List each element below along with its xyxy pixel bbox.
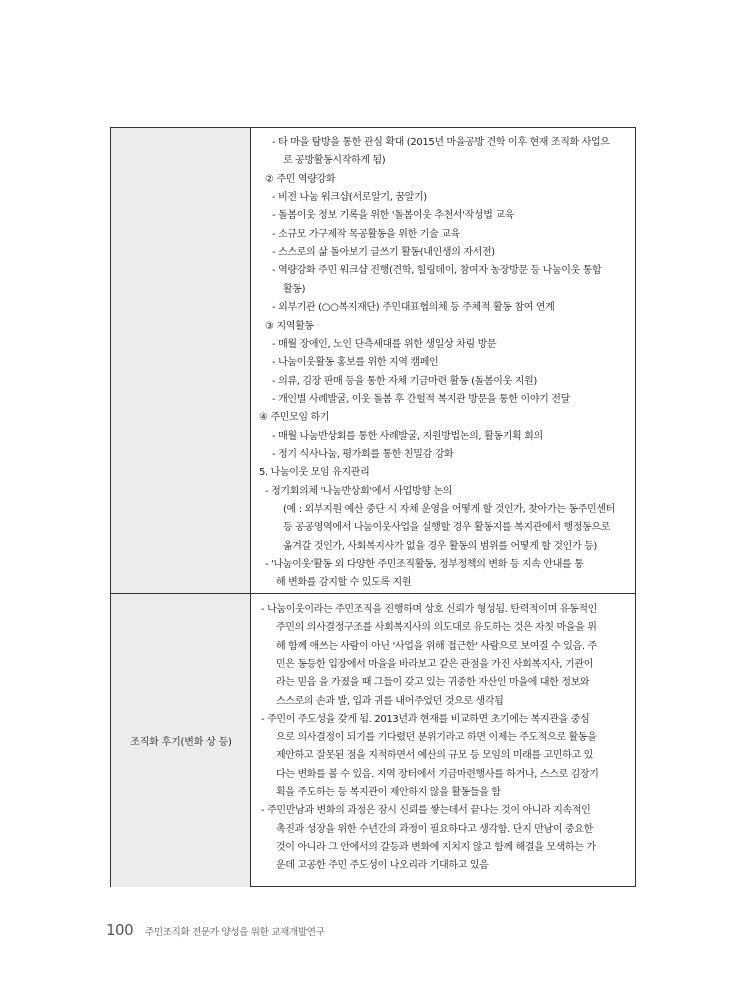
text-line: - 나눔이웃활동 홍보를 위한 지역 캠페인 <box>272 357 439 369</box>
row-label <box>111 128 251 593</box>
table-row-reflection <box>111 593 635 887</box>
text-line: - 주민만남과 변화의 과정은 잠시 신뢰를 쌓는데서 끝나는 것이 아니라 지속적인 <box>261 805 591 817</box>
text-line: ④ 주민모임 하기 <box>259 412 330 424</box>
row-content-cell <box>252 128 635 593</box>
text-line: - 매월 나눔반상회를 통한 사례발굴, 지원방법논의, 활동기획 회의 <box>272 430 543 442</box>
text-line: - 의류, 김장 판매 등을 통한 자체 기금마련 활동 (돌봄이웃 지원) <box>272 375 537 387</box>
text-line: - 나눔이웃이라는 주민조직을 진행하며 상호 신뢰가 형성됨. 탄력적이며 유동적인 <box>261 604 597 615</box>
text-line: - 스스로의 삶 돌아보기 글쓰기 활동(내인생의 자서전) <box>272 247 495 259</box>
text-line: - 정기 식사나눔, 평가회를 통한 친밀감 강화 <box>272 448 454 460</box>
content-table <box>110 127 636 887</box>
text-line: - 타 마을 탐방을 통한 관심 확대 (2015년 마을공방 견학 이후 현재 조직화 사업으 <box>272 137 610 148</box>
text-line: 운데 고공한 주민 주도성이 나오리라 기대하고 있음 <box>276 860 489 872</box>
text-line: 민은 동등한 입장에서 마을을 바라보고 같은 관점을 가진 사회복지사, 기관이 <box>276 658 593 670</box>
text-line: - 매월 장애인, 노인 단측세대를 위한 생일상 차림 방문 <box>272 338 497 350</box>
table-row-activities <box>111 128 635 593</box>
text-line: 등 공공영역에서 나눔이웃사업을 실행할 경우 활동지를 복지관에서 행정동으로 <box>283 522 611 534</box>
text-line: - 주민이 주도성을 갖게 됨. 2013년과 현재를 비교하면 초기에는 복지관을 중심 <box>261 713 590 725</box>
text-line: - 정기회의체 '나눔반상회'에서 사업방향 논의 <box>265 485 452 497</box>
text-line: 촉진과 성장을 위한 수년간의 과정이 필요하다고 생각함. 단지 만남이 중요한 <box>276 823 593 835</box>
text-line: 획을 주도하는 등 복지관이 제안하지 않을 활동들을 함 <box>276 787 501 798</box>
text-line: ② 주민 역량강화 <box>265 173 336 185</box>
text-line: 주민의 의사결정구조를 사회복지사의 의도대로 유도하는 것은 자칫 마을을 위 <box>276 622 597 634</box>
text-line: - 비전 나눔 워크샵(서로알기, 꿈알기) <box>272 192 427 204</box>
text-line: 스스로의 손과 발, 입과 귀를 내어주었던 것으로 생각됨 <box>276 695 504 707</box>
text-line: 로 공방활동시작하게 됨) <box>283 155 386 167</box>
row-label: 조직화 후기(변화 상 등) <box>130 737 232 748</box>
row-content-cell <box>252 594 635 887</box>
text-line: - 역량강화 주민 워크샵 진행(견학, 힐링데이, 참여자 농장방문 등 나눔이웃 통합 <box>272 265 602 277</box>
text-line: 해 변화를 감지할 수 있도록 지원 <box>276 577 412 589</box>
running-footer-title: 주민조직화 전문가 양성을 위한 교재개발연구 <box>145 927 325 938</box>
row-label-cell <box>111 594 251 887</box>
text-line: 5. 나눔이웃 모임 유지관리 <box>259 467 370 479</box>
text-line: - '나눔이웃'활동 외 다양한 주민조직활동, 정부정책의 변화 등 지속 안내를 통 <box>265 559 584 571</box>
text-line: 으로 의사결정이 되기를 기다렸던 분위기라고 하면 이제는 주도적으로 활동을 <box>276 732 597 744</box>
text-line: 해 함께 애쓰는 사람이 아닌 '사업을 위해 접근한' 사람으로 보여질 수 있음. 주 <box>276 640 597 652</box>
text-line: (예 : 외부지원 예산 중단 시 자체 운영을 어떻게 할 것인가, 찾아가는 동주민센터 <box>283 504 615 515</box>
text-line: - 돌봄이웃 정보 기록을 위한 '돌봄이웃 추천서'작성법 교육 <box>272 210 514 222</box>
text-line: 것이 아니라 그 안에서의 갈등과 변화에 지치지 않고 함께 해결을 모색하는 가 <box>276 841 596 853</box>
text-line: ③ 지역활동 <box>265 320 314 332</box>
page-number: 100 <box>106 921 134 939</box>
text-line: 옮겨갈 것인가, 사회복지사가 없을 경우 활동의 범위를 어떻게 할 것인가 등) <box>283 540 597 552</box>
row-label-cell <box>111 128 251 593</box>
text-line: - 외부기관 (○○복지재단) 주민대표협의체 등 주체적 활동 참여 연계 <box>272 302 555 314</box>
text-line: 제안하고 잘못된 점을 지적하면서 예산의 규모 등 모임의 미래를 고민하고 있 <box>276 750 593 762</box>
text-line: - 개인별 사례발굴, 이웃 돌봄 후 간헐적 복지관 방문을 통한 이야기 전달 <box>272 393 570 405</box>
text-line: - 소규모 가구제작 목공활동을 위한 기술 교육 <box>272 228 460 240</box>
text-line: 다는 변화를 볼 수 있음. 지역 장터에서 기금마련행사를 하거나, 스스로 김장기 <box>276 768 599 780</box>
text-line: 라는 믿음 을 가졌을 때 그들이 갖고 있는 귀중한 자산인 마을에 대한 정보와 <box>276 677 590 689</box>
text-line: 활동) <box>283 283 306 295</box>
